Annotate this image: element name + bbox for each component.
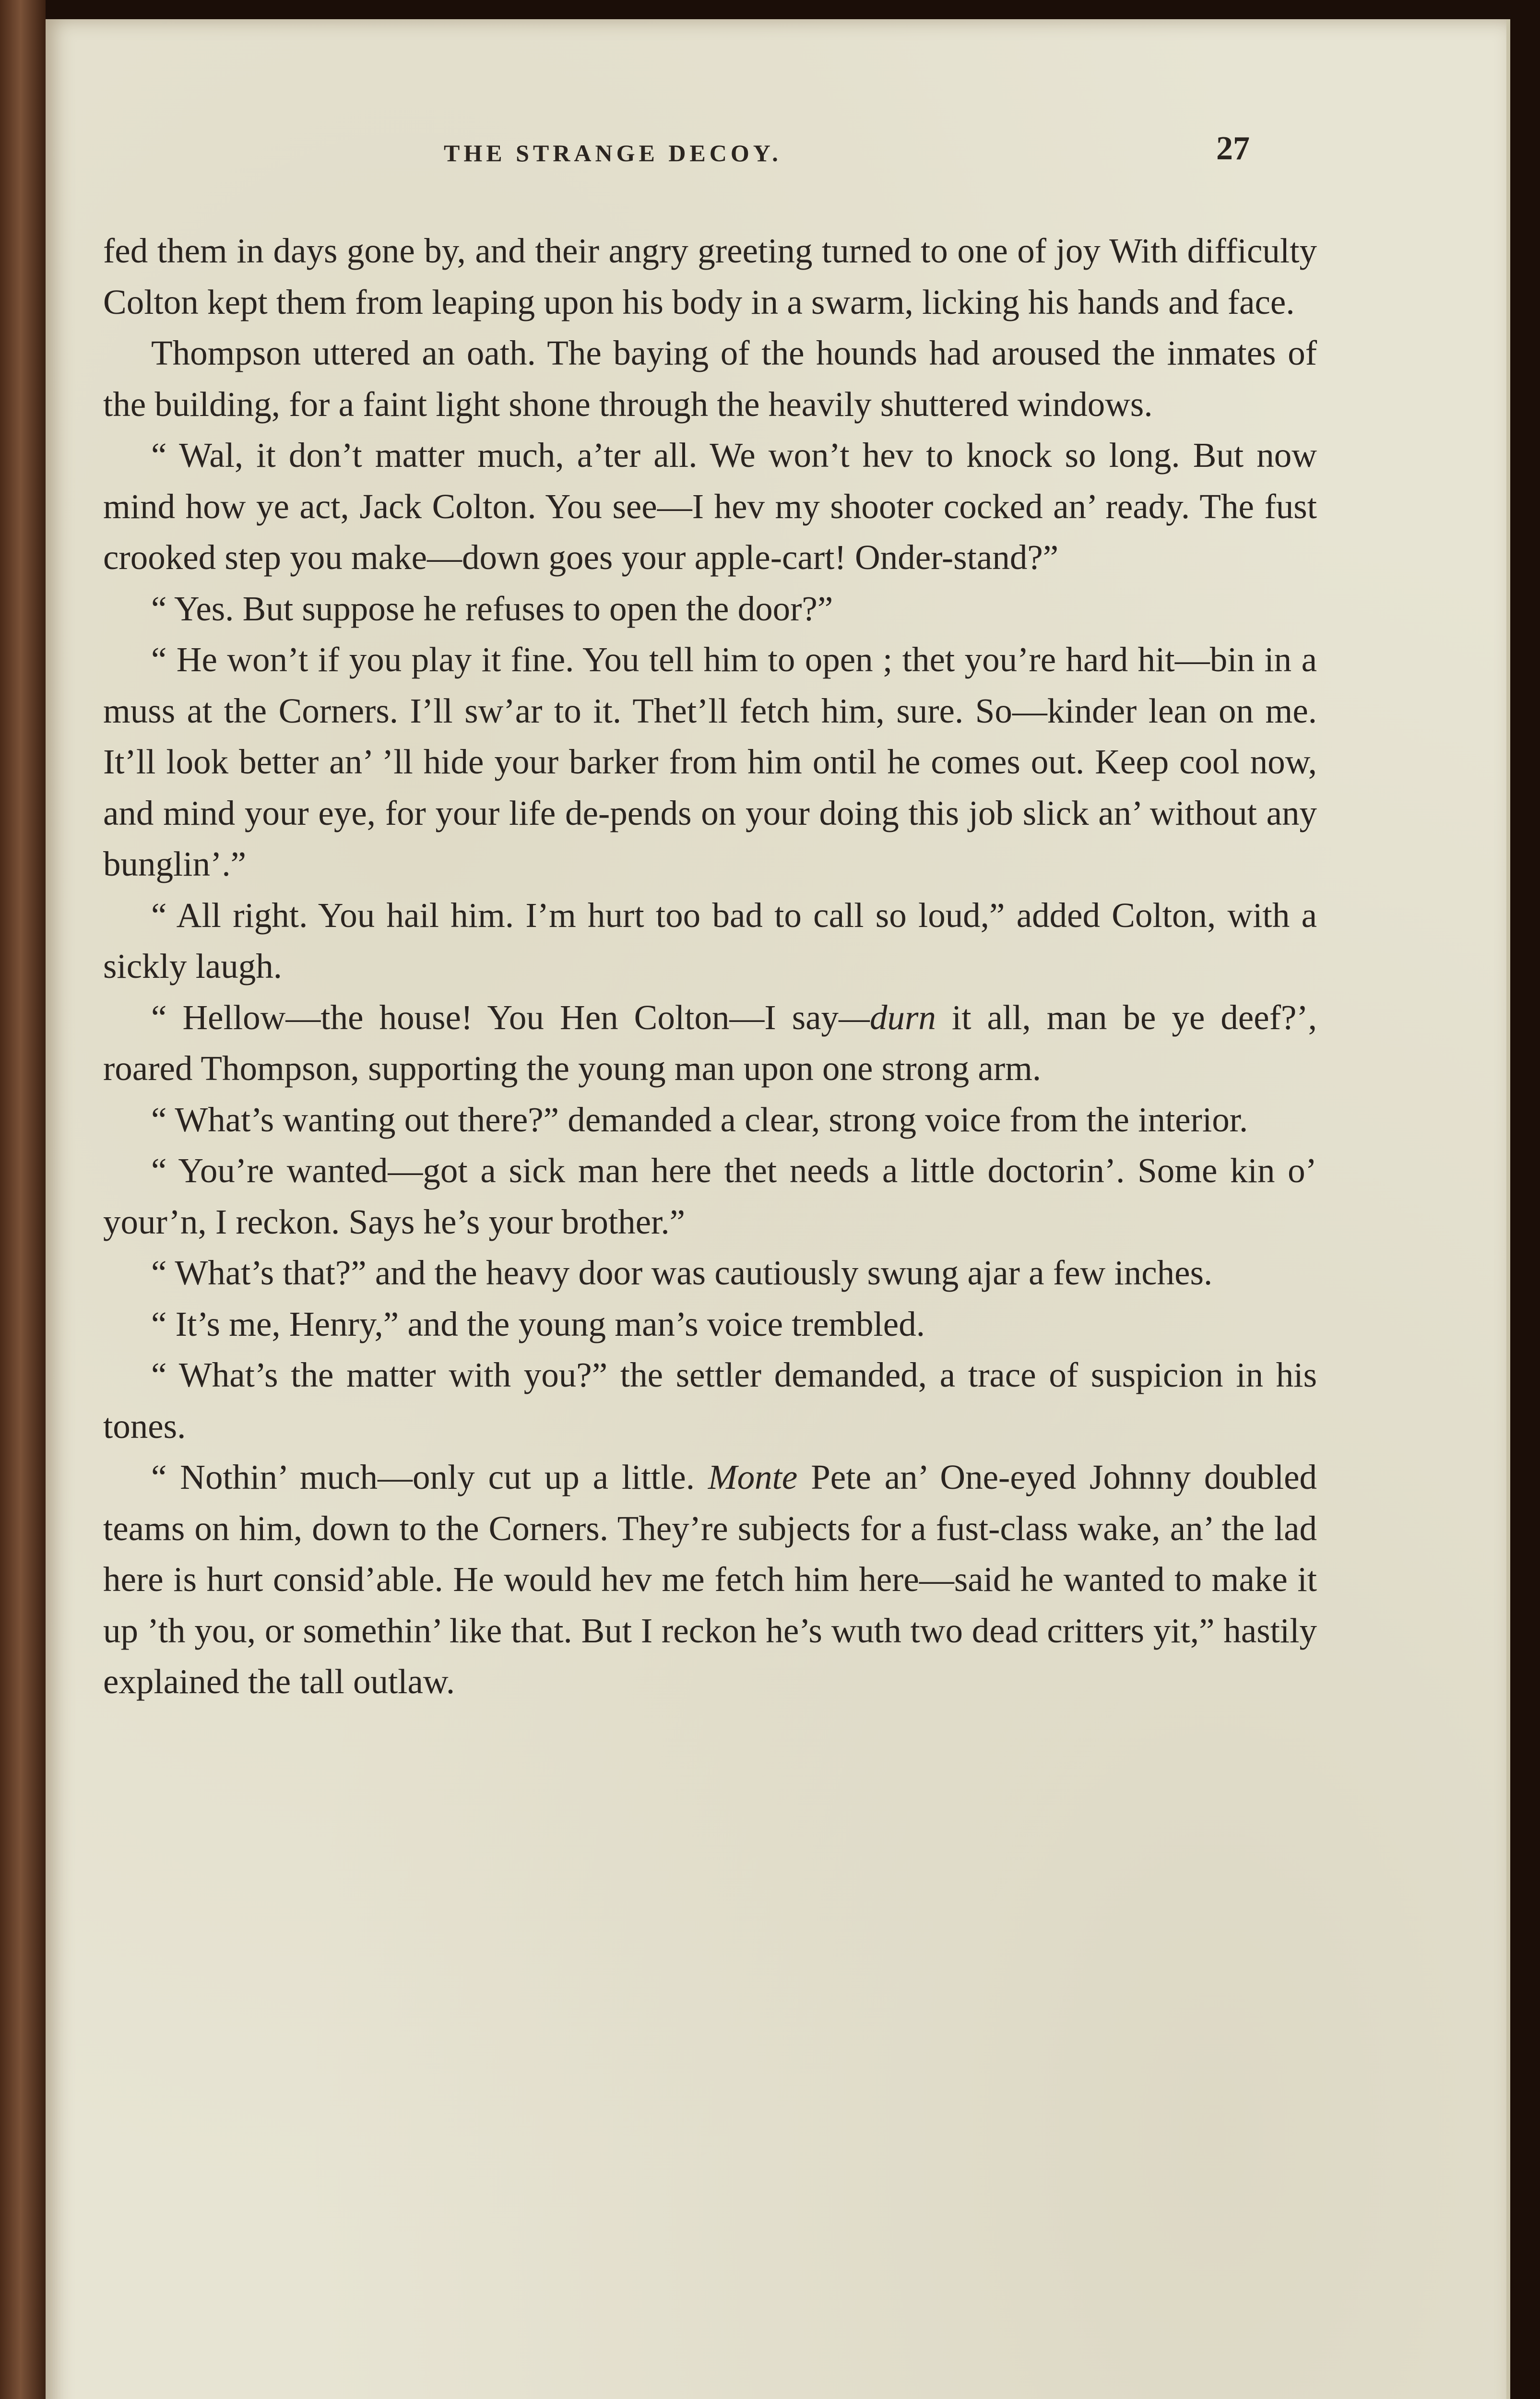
- paragraph: Thompson uttered an oath. The baying of the hounds had aroused the inmates of the building, for a faint light shone through the heavily shuttered windows.: [103, 333, 1317, 424]
- book-page: [46, 19, 1510, 2399]
- paragraph-text: “ Hellow—the house! You Hen Colton—I say: [151, 998, 839, 1037]
- paragraph: “ He won’t if you play it fine. You tell him to open ; thet you’re hard hit—bin in a muss at the Corners. I’ll sw’ar to it. Thet’ll fetch him, sure. So—kinder lean on me. It’ll look better an’ ’ll hide your barker from him ontil he comes out. Keep cool now, and mind your eye, for your life de-pends on your doing this job slick an’ without any bunglin’.”: [103, 640, 1317, 883]
- paragraph: fed them in days gone by, and their angry greeting turned to one of joy With difficulty Colton kept them from leaping upon his body in a swarm, licking his hands and face.: [103, 231, 1317, 321]
- page-header: [46, 130, 1506, 173]
- body-text: [103, 226, 1317, 1708]
- paragraph: “ Yes. But suppose he refuses to open the door?”: [151, 589, 833, 628]
- running-head: THE STRANGE DECOY.: [444, 140, 782, 166]
- paragraph: “ All right. You hail him. I’m hurt too bad to call so loud,” added Colton, with a sickly laugh.: [103, 895, 1317, 986]
- paragraph-text: it all, man be ye deef?’, roared Thompson, supporting the young man upon one strong arm.: [103, 998, 1317, 1088]
- paragraph: “ It’s me, Henry,” and the young man’s voice trembled.: [151, 1304, 925, 1343]
- paragraph-text: Pete an’ One-eyed Johnny doubled teams on him, down to the Corners. They’re subjects for a fust-class wake, an’ the lad here is hurt consid’able. He would hev me fetch him here—said he wanted to make it up ’th you, or somethin’ like that. But I reckon he’s wuth two dead critters yit,” hastily explained the tall outlaw.: [103, 1458, 1317, 1701]
- paragraph: “ What’s wanting out there?” demanded a clear, strong voice from the interior.: [151, 1100, 1248, 1139]
- paragraph: “ What’s that?” and the heavy door was cautiously swung ajar a few inches.: [151, 1253, 1213, 1292]
- paragraph: “ Wal, it don’t matter much, a’ter all. We won’t hev to knock so long. But now mind how ye act, Jack Colton. You see—I hev my shooter cocked an’ ready. The fust crooked step you make—down goes your apple-cart! Onder-stand?”: [103, 436, 1317, 577]
- paragraph-text: “ Nothin’ much—only cut up a little.: [151, 1458, 708, 1496]
- paragraph: “ What’s the matter with you?” the settler demanded, a trace of suspicion in his tones.: [103, 1355, 1317, 1446]
- italic-emphasis: —durn: [839, 998, 936, 1037]
- book-binding-edge: [0, 0, 46, 2399]
- page-number: 27: [1216, 130, 1250, 167]
- paragraph: [103, 992, 1317, 1094]
- italic-emphasis: Monte: [708, 1458, 798, 1496]
- paragraph: “ You’re wanted—got a sick man here thet needs a little doctorin’. Some kin o’ your’n, I reckon. Says he’s your brother.”: [103, 1151, 1317, 1241]
- paragraph: [103, 1452, 1317, 1708]
